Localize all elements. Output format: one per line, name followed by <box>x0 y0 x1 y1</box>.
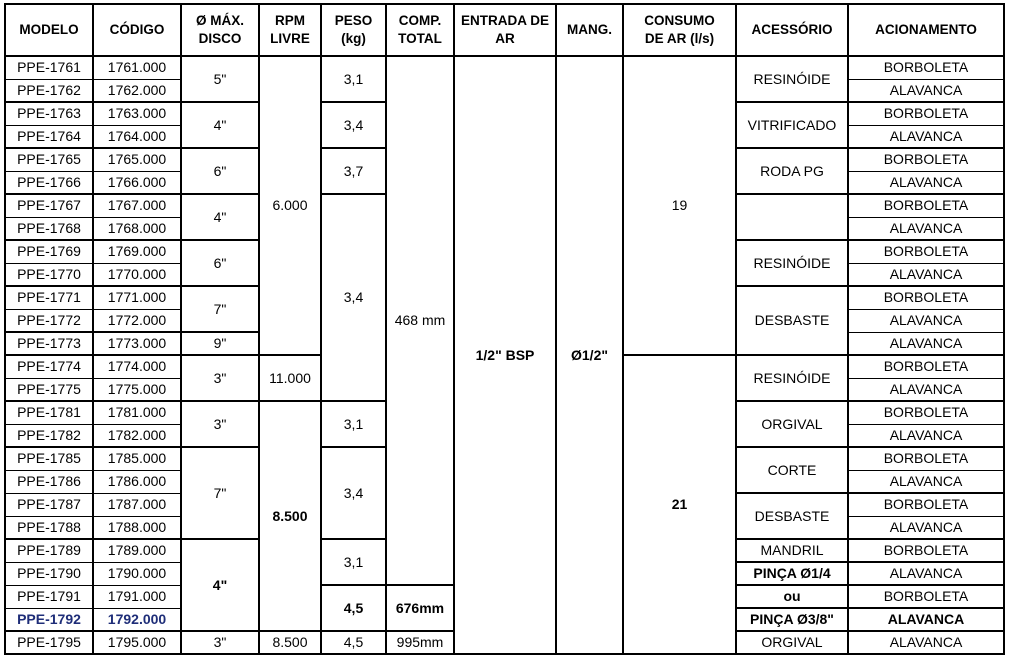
rpm-cell: 11.000 <box>259 355 321 401</box>
acionamento-cell: ALAVANCA <box>848 125 1004 148</box>
modelo-cell: PPE-1762 <box>5 79 93 102</box>
mang-cell: Ø1/2" <box>556 56 623 654</box>
consumo-ar-cell: 19 <box>623 56 736 355</box>
codigo-cell: 1789.000 <box>93 539 181 562</box>
acessorio-cell: VITRIFICADO <box>736 102 848 148</box>
codigo-cell: 1768.000 <box>93 217 181 240</box>
codigo-cell: 1782.000 <box>93 424 181 447</box>
acionamento-cell: BORBOLETA <box>848 447 1004 470</box>
acionamento-cell: BORBOLETA <box>848 355 1004 378</box>
modelo-cell: PPE-1787 <box>5 493 93 516</box>
peso-cell: 3,4 <box>321 194 386 401</box>
modelo-cell: PPE-1770 <box>5 263 93 286</box>
acionamento-cell: ALAVANCA <box>848 309 1004 332</box>
column-header-modelo <box>5 4 93 56</box>
disco-cell: 3" <box>181 355 259 401</box>
disco-cell: 7" <box>181 286 259 332</box>
modelo-cell: PPE-1785 <box>5 447 93 470</box>
column-header-disco <box>181 4 259 56</box>
spec-table <box>4 3 1005 655</box>
disco-cell: 3" <box>181 631 259 654</box>
column-header-entrada-ar <box>454 4 556 56</box>
modelo-cell: PPE-1764 <box>5 125 93 148</box>
acionamento-cell: BORBOLETA <box>848 56 1004 79</box>
codigo-cell: 1772.000 <box>93 309 181 332</box>
modelo-cell: PPE-1789 <box>5 539 93 562</box>
modelo-cell: PPE-1774 <box>5 355 93 378</box>
acessorio-cell: RODA PG <box>736 148 848 194</box>
codigo-cell: 1765.000 <box>93 148 181 171</box>
disco-cell: 3" <box>181 401 259 447</box>
modelo-cell: PPE-1769 <box>5 240 93 263</box>
column-header-peso <box>321 4 386 56</box>
rpm-cell: 6.000 <box>259 56 321 355</box>
acionamento-cell: BORBOLETA <box>848 286 1004 309</box>
column-header-acessorio <box>736 4 848 56</box>
entrada-ar-cell: 1/2" BSP <box>454 56 556 654</box>
acessorio-cell: RESINÓIDE <box>736 240 848 286</box>
modelo-cell: PPE-1790 <box>5 562 93 585</box>
modelo-cell: PPE-1773 <box>5 332 93 355</box>
acionamento-cell: BORBOLETA <box>848 148 1004 171</box>
codigo-cell: 1788.000 <box>93 516 181 539</box>
codigo-cell: 1775.000 <box>93 378 181 401</box>
peso-cell: 3,1 <box>321 539 386 585</box>
acessorio-cell: ORGIVAL <box>736 401 848 447</box>
modelo-cell: PPE-1765 <box>5 148 93 171</box>
acionamento-cell: BORBOLETA <box>848 539 1004 562</box>
disco-cell: 4" <box>181 539 259 631</box>
codigo-cell: 1770.000 <box>93 263 181 286</box>
acessorio-cell: RESINÓIDE <box>736 355 848 401</box>
acionamento-cell: ALAVANCA <box>848 263 1004 286</box>
peso-cell: 3,4 <box>321 447 386 539</box>
column-header-comp-total <box>386 4 454 56</box>
column-header-mang <box>556 4 623 56</box>
consumo-ar-cell: 21 <box>623 355 736 654</box>
header-line: TOTAL <box>398 31 442 46</box>
modelo-cell: PPE-1792 <box>5 608 93 631</box>
peso-cell: 3,4 <box>321 102 386 148</box>
acionamento-cell: BORBOLETA <box>848 585 1004 608</box>
acionamento-cell: ALAVANCA <box>848 516 1004 539</box>
codigo-cell: 1764.000 <box>93 125 181 148</box>
acionamento-cell: ALAVANCA <box>848 631 1004 654</box>
peso-cell: 3,7 <box>321 148 386 194</box>
codigo-cell: 1786.000 <box>93 470 181 493</box>
modelo-cell: PPE-1788 <box>5 516 93 539</box>
header-line: CONSUMO <box>644 13 715 29</box>
column-header-acionamento <box>848 4 1004 56</box>
acionamento-cell: ALAVANCA <box>848 171 1004 194</box>
disco-cell: 6" <box>181 240 259 286</box>
acionamento-cell: BORBOLETA <box>848 493 1004 516</box>
codigo-cell: 1792.000 <box>93 608 181 631</box>
acionamento-cell: ALAVANCA <box>848 424 1004 447</box>
modelo-cell: PPE-1771 <box>5 286 93 309</box>
header-line: MANG. <box>567 22 612 38</box>
acessorio-cell: ORGIVAL <box>736 631 848 654</box>
modelo-cell: PPE-1772 <box>5 309 93 332</box>
comp-total-cell: 676mm <box>386 585 454 631</box>
modelo-cell: PPE-1763 <box>5 102 93 125</box>
header-line: DISCO <box>198 31 242 46</box>
modelo-cell: PPE-1775 <box>5 378 93 401</box>
header-line: ENTRADA DE <box>460 13 549 29</box>
modelo-cell: PPE-1766 <box>5 171 93 194</box>
acionamento-cell: ALAVANCA <box>848 470 1004 493</box>
acionamento-cell: ALAVANCA <box>848 608 1004 631</box>
disco-cell: 4" <box>181 194 259 240</box>
rpm-cell: 8.500 <box>259 631 321 654</box>
header-line: (kg) <box>341 31 366 46</box>
modelo-cell: PPE-1781 <box>5 401 93 424</box>
acionamento-cell: ALAVANCA <box>848 79 1004 102</box>
column-header-codigo <box>93 4 181 56</box>
rpm-cell: 8.500 <box>259 401 321 631</box>
modelo-cell: PPE-1782 <box>5 424 93 447</box>
peso-cell: 3,1 <box>321 56 386 102</box>
header-line: DE AR (l/s) <box>644 31 715 46</box>
column-header-rpm <box>259 4 321 56</box>
peso-cell: 3,1 <box>321 401 386 447</box>
modelo-cell: PPE-1795 <box>5 631 93 654</box>
codigo-cell: 1773.000 <box>93 332 181 355</box>
acessorio-cell: DESBASTE <box>736 493 848 539</box>
modelo-cell: PPE-1791 <box>5 585 93 608</box>
codigo-cell: 1774.000 <box>93 355 181 378</box>
codigo-cell: 1766.000 <box>93 171 181 194</box>
header-line: ACIONAMENTO <box>875 22 977 38</box>
acionamento-cell: BORBOLETA <box>848 401 1004 424</box>
acessorio-cell: DESBASTE <box>736 286 848 355</box>
disco-cell: 7" <box>181 447 259 539</box>
header-line: RPM <box>275 13 305 29</box>
codigo-cell: 1763.000 <box>93 102 181 125</box>
codigo-cell: 1791.000 <box>93 585 181 608</box>
acessorio-cell: CORTE <box>736 447 848 493</box>
disco-cell: 6" <box>181 148 259 194</box>
table-row <box>5 56 1004 79</box>
header-line: AR <box>495 31 515 46</box>
modelo-cell: PPE-1768 <box>5 217 93 240</box>
header-line: ACESSÓRIO <box>751 22 833 38</box>
peso-cell: 4,5 <box>321 585 386 631</box>
disco-cell: 5" <box>181 56 259 102</box>
codigo-cell: 1767.000 <box>93 194 181 217</box>
codigo-cell: 1771.000 <box>93 286 181 309</box>
modelo-cell: PPE-1767 <box>5 194 93 217</box>
header-row <box>5 4 1004 56</box>
header-line: LIVRE <box>270 31 310 46</box>
acessorio-cell <box>736 194 848 240</box>
disco-cell: 9" <box>181 332 259 355</box>
codigo-cell: 1781.000 <box>93 401 181 424</box>
modelo-cell: PPE-1786 <box>5 470 93 493</box>
header-line: COMP. <box>398 13 442 29</box>
acionamento-cell: ALAVANCA <box>848 217 1004 240</box>
header-line: MODELO <box>19 22 79 38</box>
disco-cell: 4" <box>181 102 259 148</box>
modelo-cell: PPE-1761 <box>5 56 93 79</box>
codigo-cell: 1761.000 <box>93 56 181 79</box>
comp-total-cell: 468 mm <box>386 56 454 585</box>
header-line: Ø MÁX. <box>195 13 244 29</box>
codigo-cell: 1790.000 <box>93 562 181 585</box>
acessorio-cell: RESINÓIDE <box>736 56 848 102</box>
acessorio-cell: PINÇA Ø1/4 <box>736 562 848 585</box>
acionamento-cell: BORBOLETA <box>848 240 1004 263</box>
acionamento-cell: ALAVANCA <box>848 332 1004 355</box>
acessorio-cell: PINÇA Ø3/8" <box>736 608 848 631</box>
codigo-cell: 1785.000 <box>93 447 181 470</box>
codigo-cell: 1769.000 <box>93 240 181 263</box>
acionamento-cell: ALAVANCA <box>848 378 1004 401</box>
header-line: CÓDIGO <box>109 22 165 38</box>
acionamento-cell: BORBOLETA <box>848 194 1004 217</box>
peso-cell: 4,5 <box>321 631 386 654</box>
acionamento-cell: BORBOLETA <box>848 102 1004 125</box>
acessorio-cell: MANDRIL <box>736 539 848 562</box>
acessorio-cell: ou <box>736 585 848 608</box>
column-header-consumo-ar <box>623 4 736 56</box>
comp-total-cell: 995mm <box>386 631 454 654</box>
codigo-cell: 1787.000 <box>93 493 181 516</box>
codigo-cell: 1762.000 <box>93 79 181 102</box>
acionamento-cell: ALAVANCA <box>848 562 1004 585</box>
codigo-cell: 1795.000 <box>93 631 181 654</box>
header-line: PESO <box>334 13 373 29</box>
